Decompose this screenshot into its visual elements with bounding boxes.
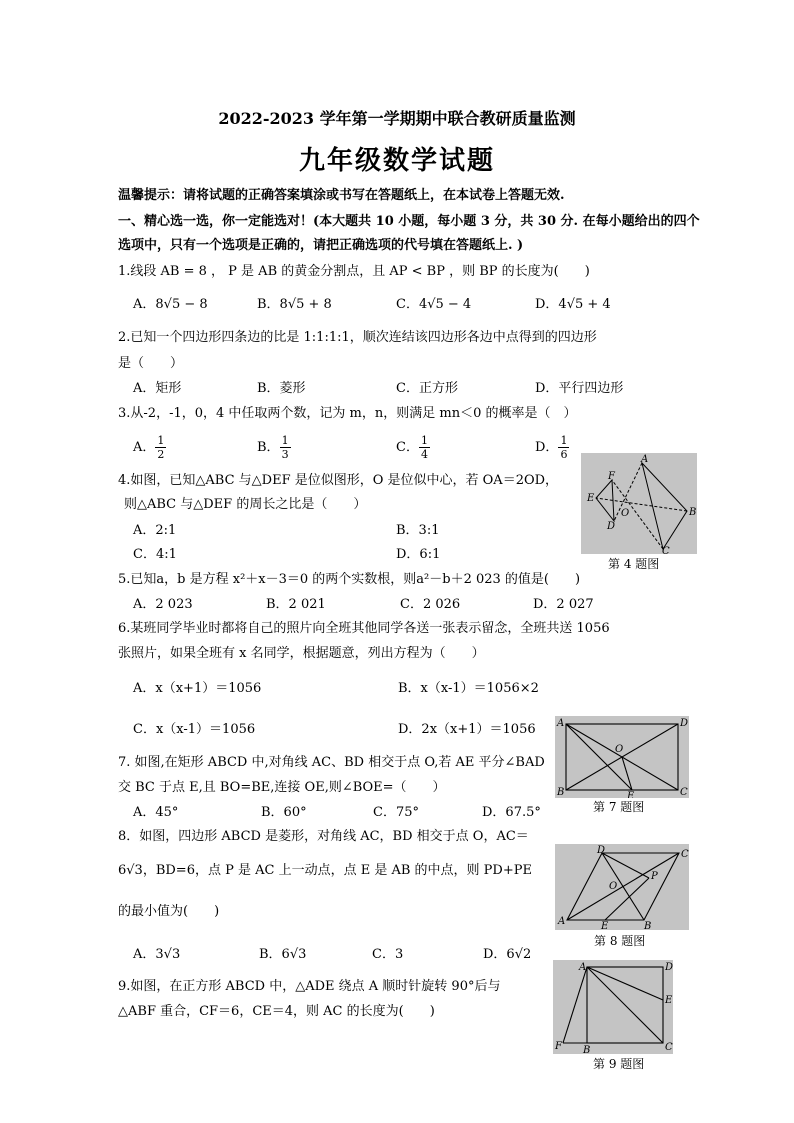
section-heading-1: 一、精心选一选，你一定能选对！(本大题共 10 小题，每小题 3 分，共 30 分. 在每小题给出的四个 — [118, 214, 700, 229]
q6-option-c: C．x（x-1）＝1056 — [133, 722, 256, 737]
q8-option-c: C．3 — [372, 947, 404, 962]
fig9-label-d: D — [665, 962, 673, 973]
q3-option-c-frac — [419, 434, 430, 461]
q9-stem-2: △ABF 重合，CF＝6，CE＝4，则 AC 的长度为( ) — [118, 1004, 435, 1019]
q1-option-c: C．4√5 − 4 — [396, 297, 472, 312]
fig7-label-e: E — [627, 791, 635, 798]
figure-q4 — [581, 453, 697, 554]
diagonal-ac — [587, 967, 663, 1043]
fig4-label-f: F — [608, 471, 615, 482]
fig4-label-c: C — [662, 546, 670, 554]
figure-q4-drawing — [581, 453, 697, 554]
fig7-label-c: C — [680, 787, 688, 798]
fig9-label-b: B — [583, 1045, 591, 1054]
fig9-label-e: E — [665, 995, 673, 1006]
q8-option-b: B．6√3 — [259, 947, 307, 962]
q7-stem-2: 交 BC 于点 E,且 BO=BE,连接 OE,则∠BOE=（ ） — [118, 780, 446, 795]
fig7-label-o: O — [615, 744, 624, 755]
q3-option-b-frac — [280, 434, 291, 461]
q2-option-c: C．正方形 — [396, 381, 458, 396]
q5-option-b: B．2 021 — [266, 597, 326, 612]
fig7-label-d: D — [680, 718, 689, 729]
line-oc — [612, 480, 663, 549]
fig7-label-a: A — [557, 718, 565, 729]
fig9-label-a: A — [579, 962, 587, 973]
fig4-label-e: E — [587, 493, 595, 504]
q8-option-a: A．3√3 — [133, 947, 181, 962]
fig7-label-b: B — [557, 787, 565, 798]
frac-num: 1 — [420, 434, 428, 447]
q3-option-a-frac — [155, 434, 166, 461]
fig8-label-b: B — [644, 921, 652, 930]
frac-den: 6 — [560, 448, 568, 461]
q6-stem-1: 6.某班同学毕业时都将自己的照片向全班其他同学各送一张表示留念，全班共送 1056 — [118, 621, 610, 636]
q1-option-b: B．8√5 + 8 — [257, 297, 332, 312]
q2-option-d: D．平行四边形 — [535, 381, 624, 396]
q5-option-c: C．2 026 — [400, 597, 461, 612]
q7-option-d: D．67.5° — [482, 805, 541, 820]
fig4-label-b: B — [689, 507, 697, 518]
fig9-label-c: C — [665, 1042, 673, 1053]
fig8-label-c: C — [681, 849, 689, 860]
figure-q9-drawing — [553, 960, 673, 1054]
q4-option-b: B．3:1 — [396, 523, 440, 538]
q8-stem-2: 6√3，BD=6，点 P 是 AC 上一动点，点 E 是 AB 的中点，则 PD+PE — [118, 863, 532, 878]
q7-option-c: C．75° — [373, 805, 419, 820]
fig8-label-e: E — [601, 921, 609, 930]
q2-option-b: B．菱形 — [257, 381, 306, 396]
q8-caption: 第 8 题图 — [594, 934, 646, 948]
q7-option-b: B．60° — [261, 805, 307, 820]
q6-option-b: B．x（x-1）＝1056×2 — [398, 681, 539, 696]
q3-option-c-label: C． — [396, 440, 419, 455]
frac-den: 2 — [157, 448, 165, 461]
q1-stem: 1.线段 AB = 8 ， P 是 AB 的黄金分割点，且 AP < BP ，则 BP 的长度为( ) — [118, 264, 590, 279]
fig8-label-a: A — [558, 916, 566, 927]
q3-stem: 3.从-2，-1，0，4 中任取两个数，记为 m，n，则满足 mn＜0 的概率是（ ） — [118, 406, 577, 421]
figure-q7-drawing — [555, 716, 689, 798]
q4-option-a: A．2:1 — [133, 523, 177, 538]
q3-option-d-frac — [558, 434, 569, 461]
q9-stem-1: 9.如图，在正方形 ABCD 中，△ADE 绕点 A 顺时针旋转 90°后与 — [118, 979, 501, 994]
fig8-label-o: O — [609, 881, 618, 892]
section-heading-2: 选项中，只有一个选项是正确的，请把正确选项的代号填在答题纸上. ) — [118, 238, 524, 253]
frac-den: 4 — [420, 448, 428, 461]
q3-option-a — [133, 434, 166, 461]
q4-caption: 第 4 题图 — [608, 557, 660, 571]
q3-option-b — [257, 434, 291, 461]
figure-q9 — [553, 960, 673, 1054]
notice: 温馨提示：请将试题的正确答案填涂或书写在答题纸上，在本试卷上答题无效. — [118, 188, 565, 203]
q7-option-a: A．45° — [133, 805, 179, 820]
q5-stem: 5.已知a，b 是方程 x²＋x－3＝0 的两个实数根，则a²－b＋2 023 的值是( ) — [118, 572, 581, 587]
q1-option-d: D．4√5 + 4 — [535, 297, 611, 312]
q3-option-d-label: D． — [535, 440, 559, 455]
line-pd — [602, 853, 649, 878]
q5-option-d: D．2 027 — [533, 597, 594, 612]
frac-num: 1 — [281, 434, 289, 447]
exam-title: 九年级数学试题 — [298, 146, 495, 176]
q3-option-a-label: A． — [133, 440, 156, 455]
frac-num: 1 — [560, 434, 568, 447]
q4-option-c: C．4:1 — [133, 547, 177, 562]
q4-stem-2: 则△ABC 与△DEF 的周长之比是（ ） — [124, 497, 367, 512]
q8-stem-1: 8．如图，四边形 ABCD 是菱形，对角线 AC，BD 相交于点 O，AC＝ — [118, 829, 529, 844]
fig8-label-d: D — [597, 845, 606, 856]
triangle-abc — [642, 463, 687, 549]
q3-option-b-label: B． — [257, 440, 280, 455]
q3-option-c — [396, 434, 430, 461]
line-af — [563, 967, 587, 1043]
figure-q8 — [555, 844, 689, 930]
q1-option-a: A．8√5 − 8 — [133, 297, 208, 312]
q6-option-d: D．2x（x+1）＝1056 — [398, 722, 536, 737]
q3-option-d — [535, 434, 569, 461]
fig4-label-o: O — [621, 508, 630, 519]
q5-option-a: A．2 023 — [133, 597, 193, 612]
fig4-label-a: A — [641, 454, 649, 465]
frac-den: 3 — [281, 448, 289, 461]
figure-q7 — [555, 716, 689, 798]
q4-stem-1: 4.如图，已知△ABC 与△DEF 是位似图形，O 是位似中心，若 OA＝2OD， — [118, 473, 559, 488]
q9-caption: 第 9 题图 — [593, 1057, 645, 1071]
q7-stem-1: 7. 如图,在矩形 ABCD 中,对角线 AC、BD 相交于点 O,若 AE 平分∠BAD — [118, 755, 545, 770]
q2-stem-1: 2.已知一个四边形四条边的比是 1:1:1:1，顺次连结该四边形各边中点得到的四边形 — [118, 330, 597, 345]
q7-caption: 第 7 题图 — [593, 800, 645, 814]
q6-option-a: A．x（x+1）＝1056 — [133, 681, 262, 696]
fig8-label-p: P — [651, 871, 658, 882]
fig9-label-f: F — [555, 1041, 562, 1052]
exam-subtitle: 2022-2023 学年第一学期期中联合教研质量监测 — [218, 109, 576, 128]
fig4-label-d: D — [607, 521, 616, 532]
q2-option-a: A．矩形 — [133, 381, 182, 396]
line-ob — [596, 498, 687, 511]
q2-stem-2: 是（ ） — [118, 356, 184, 371]
q6-stem-2: 张照片，如果全班有 x 名同学，根据题意，列出方程为（ ） — [118, 646, 485, 661]
figure-q8-drawing — [555, 844, 689, 930]
q4-option-d: D．6:1 — [396, 547, 441, 562]
q8-option-d: D．6√2 — [483, 947, 532, 962]
line-ae — [587, 967, 663, 1000]
frac-num: 1 — [157, 434, 165, 447]
q8-stem-3: 的最小值为( ) — [118, 904, 220, 919]
